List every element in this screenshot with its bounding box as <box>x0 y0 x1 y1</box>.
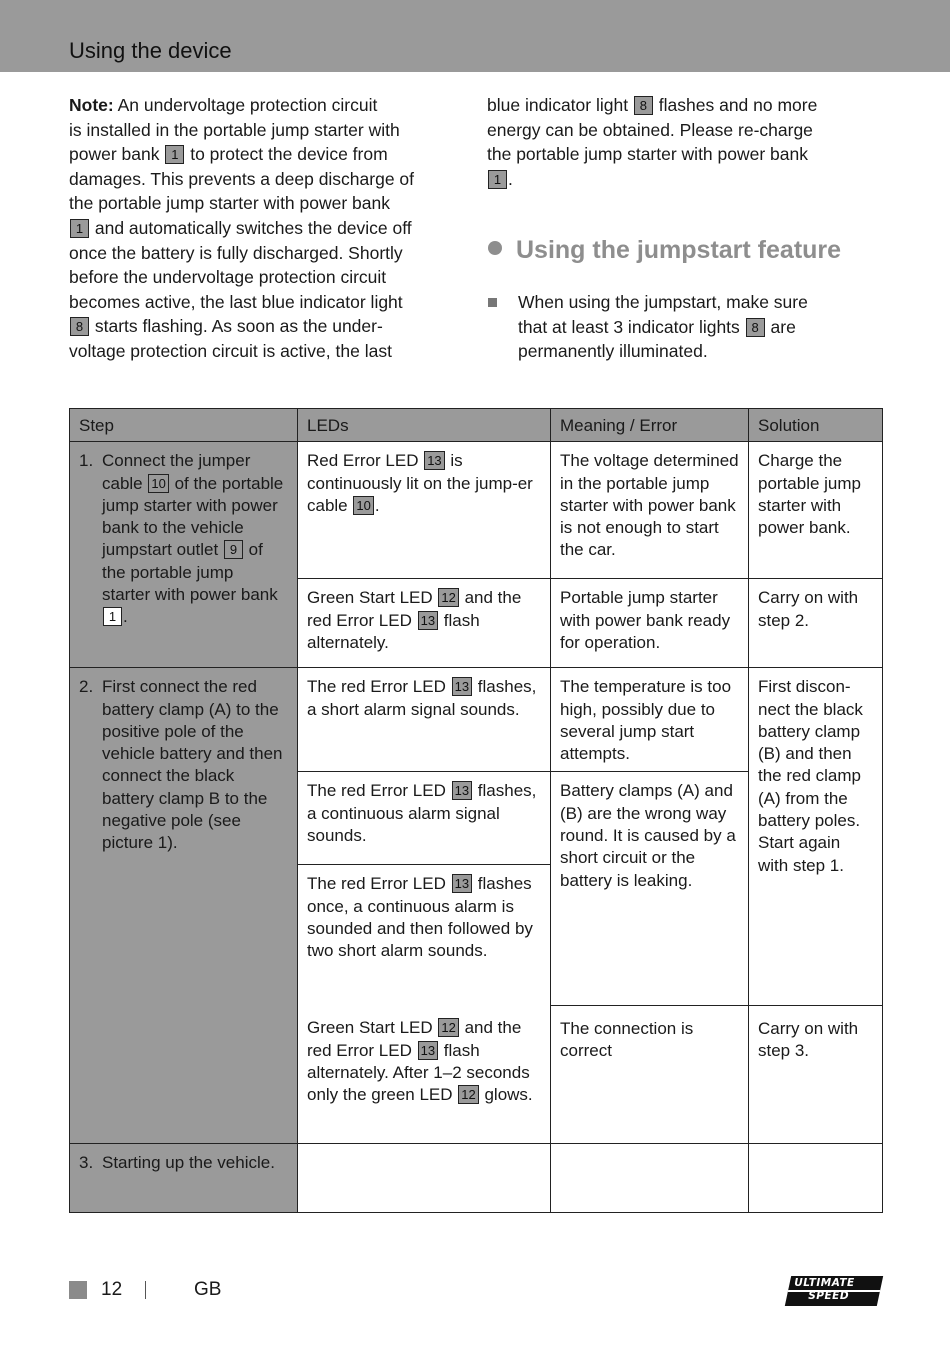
ref-number: 1 <box>488 170 507 189</box>
text: the portable jump starter with power bank <box>487 144 808 165</box>
text: flashes once, a continuous alarm is sounded and then followed by two short alarm sounds. <box>307 874 533 961</box>
led-cell <box>298 579 551 668</box>
text: The red Error LED <box>307 677 451 697</box>
led-cell <box>298 668 551 772</box>
heading-text: Using the jumpstart feature <box>516 236 842 264</box>
meaning-cell: Portable jump starter with power bank ready for operation. <box>551 579 749 668</box>
text: flashes, a short alarm signal sounds. <box>307 677 537 719</box>
text: is continuously lit on the jump-er cable <box>307 451 533 515</box>
text: flashes and no more <box>653 95 818 115</box>
ref-number: 13 <box>452 874 472 893</box>
meaning-cell: The temperature is too high, possibly due to several jump start attempts. <box>551 668 749 772</box>
ref-number: 12 <box>438 1018 458 1037</box>
step-3-cell <box>70 1144 298 1213</box>
header-leds: LEDs <box>298 409 551 442</box>
text: once the battery is fully discharged. Shortly <box>69 242 403 263</box>
language-code: GB <box>194 1279 222 1300</box>
text: Green Start LED <box>307 588 438 608</box>
logo-line-2: SPEED <box>808 1290 850 1302</box>
section-heading <box>488 236 841 265</box>
solution-cell: Charge the portable jump starter with power bank. <box>749 442 883 579</box>
meaning-cell: Battery clamps (A) and (B) are the wrong way round. It is caused by a short circuit or the battery is leaking. <box>551 772 749 1006</box>
led-cell <box>298 442 551 579</box>
text: . <box>123 607 128 627</box>
table-header-row <box>70 409 883 442</box>
jumpstart-table <box>69 408 883 1213</box>
text: flash alternately. After 1–2 seconds only the green LED <box>307 1040 530 1105</box>
text: and automatically switches the device off <box>90 217 412 238</box>
ref-number: 8 <box>634 96 653 115</box>
text: and the red Error LED <box>307 1018 522 1060</box>
table-row <box>70 442 883 579</box>
ref-number: 13 <box>418 611 438 630</box>
step-number: 3. <box>79 1153 94 1173</box>
step-1-cell <box>70 442 298 668</box>
note-label: Note: <box>69 95 114 115</box>
text: The red Error LED <box>307 874 451 894</box>
square-bullet-icon <box>488 298 497 307</box>
text: When using the jumpstart, make sure <box>518 292 808 312</box>
logo-text <box>794 1277 854 1303</box>
text: power bank <box>69 144 165 165</box>
ref-number: 1 <box>103 607 122 626</box>
ref-number: 8 <box>746 318 765 337</box>
meaning-cell: The voltage determined in the portable jump starter with power bank is not enough to start the car. <box>551 442 749 579</box>
text: flash alternately. <box>307 610 480 652</box>
solution-cell <box>749 1144 883 1213</box>
bullet-dot-icon <box>488 241 502 255</box>
led-cell <box>298 772 551 865</box>
ref-number: 10 <box>353 496 373 515</box>
ref-number: 10 <box>148 474 168 493</box>
meaning-cell: The connection is correct <box>551 1005 749 1144</box>
meaning-cell <box>551 1144 749 1213</box>
text: flashes, a continuous alarm signal sounds. <box>307 781 537 846</box>
bullet-item <box>518 290 868 364</box>
solution-cell: Carry on with step 3. <box>749 1005 883 1144</box>
text: are <box>765 316 796 337</box>
page-title: Using the device <box>69 38 232 63</box>
step-text: First connect the red battery clamp (A) to the positive pole of the vehicle battery and then connect the black battery clamp B to the negative pole (see picture 1). <box>102 677 283 853</box>
ref-number: 1 <box>165 145 184 164</box>
ref-number: 13 <box>452 781 472 800</box>
solution-cell: First discon-nect the black battery clamp (B) and then the red clamp (A) from the battery poles. Start again with step 1. <box>749 668 883 1006</box>
text: damages. This prevents a deep discharge of <box>69 168 415 189</box>
ref-number: 1 <box>70 219 89 238</box>
footer-square-icon <box>69 1281 87 1299</box>
continued-paragraph <box>487 93 887 191</box>
text: to protect the device from <box>185 144 388 165</box>
text: Red Error LED <box>307 451 424 471</box>
led-cell <box>298 1144 551 1213</box>
text: is installed in the portable jump starter with <box>69 119 400 140</box>
step-number: 2. <box>79 677 94 697</box>
step-text <box>102 450 286 628</box>
text: The red Error LED <box>307 781 451 801</box>
led-cell <box>298 865 551 1006</box>
table-row <box>70 668 883 772</box>
solution-cell: Carry on with step 2. <box>749 579 883 668</box>
text: permanently illuminated. <box>518 341 708 362</box>
header-meaning: Meaning / Error <box>551 409 749 442</box>
step-2-cell <box>70 668 298 1144</box>
table-row <box>70 1144 883 1213</box>
text: energy can be obtained. Please re-charge <box>487 119 813 140</box>
text: of the portable jump starter with power bank <box>102 540 278 605</box>
ref-number: 12 <box>438 588 458 607</box>
text: . <box>508 168 513 189</box>
ref-number: 8 <box>70 317 89 336</box>
ref-number: 9 <box>224 540 243 559</box>
text: of the portable jump starter with power bank to the vehicle jumpstart outlet <box>102 473 284 560</box>
text: starts flashing. As soon as the under- <box>90 316 383 337</box>
ref-number: 13 <box>424 451 444 470</box>
text: glows. <box>479 1085 533 1105</box>
header-solution: Solution <box>749 409 883 442</box>
led-cell <box>298 1005 551 1144</box>
note-paragraph <box>69 93 469 364</box>
text: voltage protection circuit is active, the last <box>69 340 392 361</box>
text: and the red Error LED <box>307 588 522 630</box>
ultimate-speed-logo <box>785 1276 883 1306</box>
text: that at least 3 indicator lights <box>518 316 745 337</box>
ref-number: 12 <box>458 1085 478 1104</box>
text: . <box>374 495 380 515</box>
text: Connect the jumper cable <box>102 451 251 493</box>
text: Green Start LED <box>307 1018 438 1038</box>
ref-number: 13 <box>418 1041 438 1060</box>
step-number: 1. <box>79 451 94 471</box>
ref-number: 13 <box>452 677 472 696</box>
text: the portable jump starter with power bank <box>69 193 390 214</box>
footer-divider <box>145 1281 146 1299</box>
header-step: Step <box>70 409 298 442</box>
text: becomes active, the last blue indicator light <box>69 291 403 312</box>
text: An undervoltage protection circuit <box>113 95 378 115</box>
page-number: 12 <box>101 1279 123 1300</box>
step-text: Starting up the vehicle. <box>102 1153 275 1173</box>
text: before the undervoltage protection circuit <box>69 267 387 288</box>
logo-line-1: ULTIMATE <box>794 1277 855 1289</box>
text: blue indicator light <box>487 95 633 115</box>
